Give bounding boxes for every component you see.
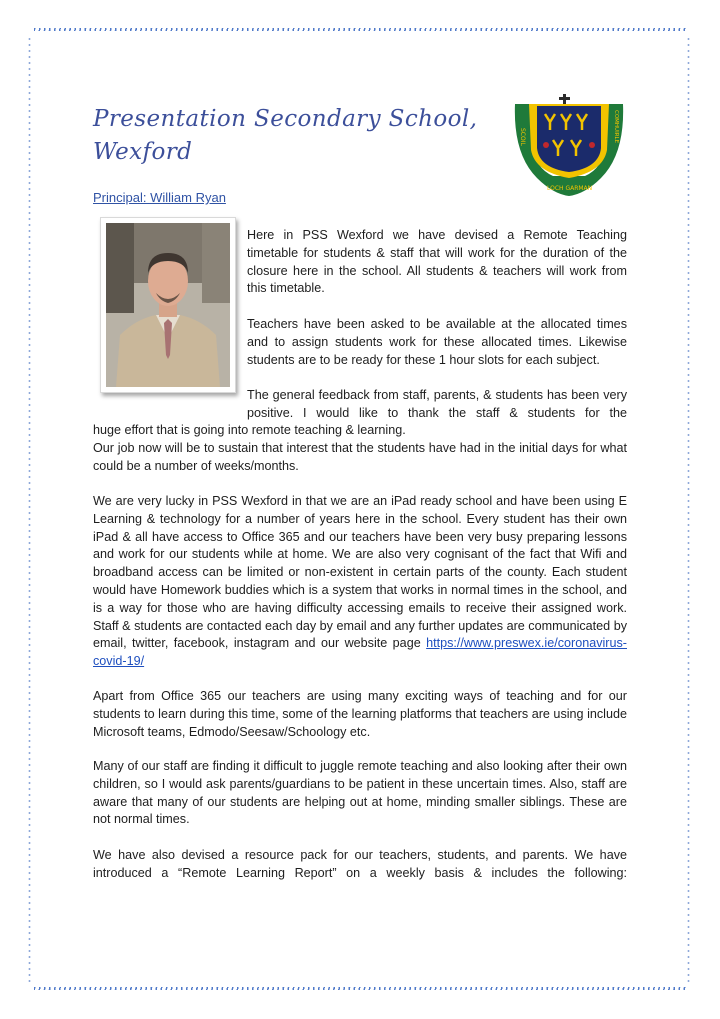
covid-info-link[interactable]: https://www.preswex.ie/coronavirus-covid-19/ <box>93 636 627 669</box>
principal-photo <box>100 217 236 393</box>
page-border-left <box>28 36 31 984</box>
page-border-right <box>687 36 690 984</box>
crest-left-text: SCOIL <box>519 128 526 146</box>
crest-bottom-text: LOCH GARMAN <box>547 185 593 192</box>
paragraph-feedback-end: huge effort that is going into remote teaching & learning. <box>93 423 406 437</box>
paragraph-teachers: Teachers have been asked to be available at the allocated times and to assign students work for these allocated times. Likewise students are to be ready for these 1 hour slots for each subject. <box>247 317 627 367</box>
crest-right-text: COMHUIRLE <box>613 110 619 144</box>
ipad-paragraph-text: We are very lucky in PSS Wexford in that we are an iPad ready school and have been using E Learning & technology for a number of years here in the school. Every student has their own iPad & all have access to Office 365 and our teachers have been very busy preparing lessons and work for our students while at home. We are also very cognisant of the fact that Wifi and broadband access can be limited or non-existent in certain parts of the county. Each student would have Homework buddies which is a system that works in normal times in the school, and is a way for those who are having difficulty accessing emails to receive their assigned work. Staff & students are contacted each day by email and any further updates are communicated by email, twitter, facebook, instagram and our website page <box>93 494 627 651</box>
paragraph-platforms: Apart from Office 365 our teachers are using many exciting ways of teaching and for our students to learn during this time, some of the learning platforms that teachers are using include Microsoft teams, Edmodo/Seesaw/Schoology etc. <box>93 689 627 739</box>
paragraph-sustain: Our job now will be to sustain that interest that the students have had in the initial days for what could be a number of weeks/months. <box>93 441 627 473</box>
paragraph-resource-pack: We have also devised a resource pack for our teachers, students, and parents. We have introduced a “Remote Learning Report” on a weekly basis & includes the following: <box>93 848 627 880</box>
paragraph-staff-juggling: Many of our staff are finding it difficult to juggle remote teaching and also looking after their own children, so I would ask parents/guardians to be patient in these uncertain times. Also, staff are aware that many of our students are helping out at home, minding smaller siblings. These are not normal times. <box>93 759 627 827</box>
paragraph-feedback-start: The general feedback from staff, parents, & students has been very positive. I would like to thank the staff & students for the <box>247 388 627 420</box>
page-border-top <box>34 28 688 31</box>
paragraph-timetable: Here in PSS Wexford we have devised a Remote Teaching timetable for students & staff that will work for the duration of the closure here in the school. All students & teachers will work from this timetable. <box>247 228 627 296</box>
title-line-2: Wexford <box>93 139 193 165</box>
title-line-1: Presentation Secondary School, <box>93 106 478 132</box>
school-crest-logo <box>507 92 631 200</box>
paragraph-ipad-school <box>93 493 627 671</box>
principal-name: Principal: William Ryan <box>93 190 226 205</box>
page-title <box>93 103 493 169</box>
page-border-bottom <box>34 987 688 990</box>
